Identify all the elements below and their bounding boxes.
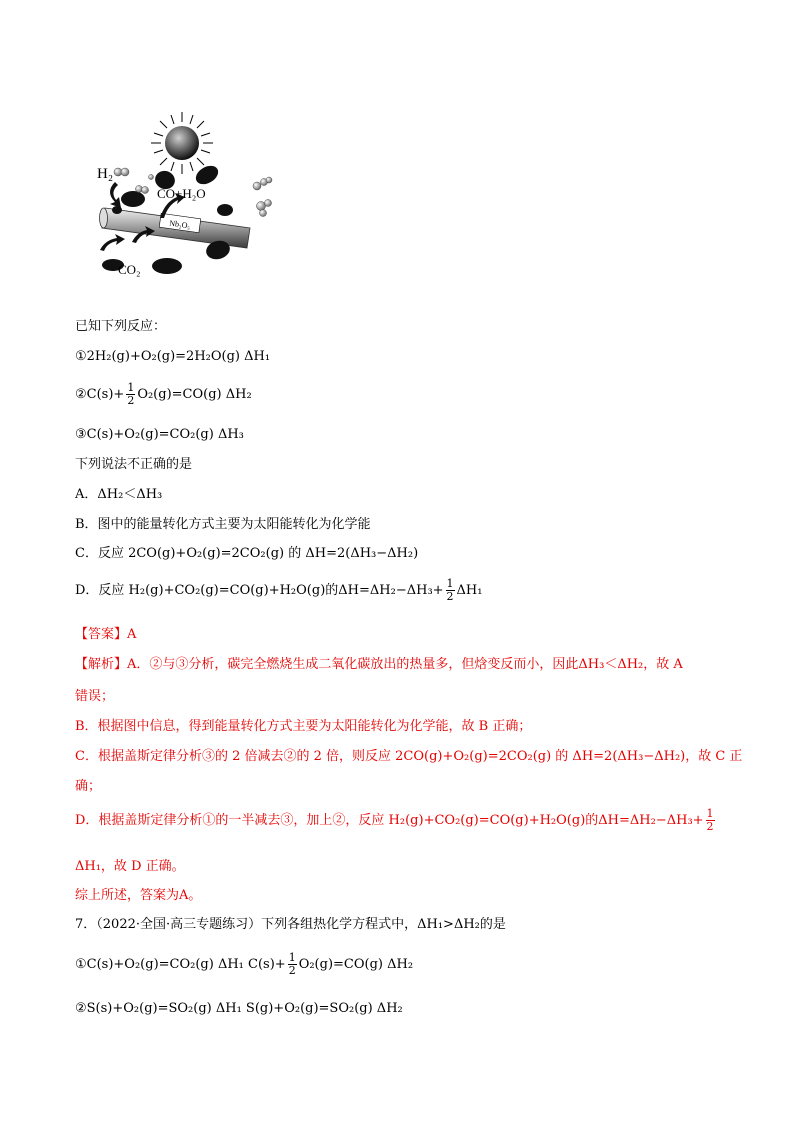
analysis-d-cont: ΔH₁，故 D 正确。 — [75, 859, 185, 874]
q7-equation-2: ②S(s)+O₂(g)=SO₂(g) ΔH₁ S(g)+O₂(g)=SO₂(g) ΔH₂ — [75, 1001, 403, 1016]
known-reactions-intro: 已知下列反应： — [75, 319, 167, 334]
fraction-half: $\frac{1}{2}$ — [706, 807, 714, 833]
photocatalysis-figure — [85, 110, 305, 285]
fraction-half: $\frac{1}{2}$ — [127, 381, 135, 407]
question-stem: 下列说法不正确的是 — [75, 457, 193, 472]
analysis-a-cont: 错误； — [75, 689, 115, 704]
analysis-b: B．根据图中信息，得到能量转化方式主要为太阳能转化为化学能，故 B 正确； — [75, 719, 532, 734]
co2-label: CO₂ — [118, 262, 141, 277]
catalyst-label: Nb₂O₅ — [168, 218, 191, 231]
answer-line: 【答案】A — [75, 627, 137, 642]
q7-eq1-post: O₂(g)=CO(g) ΔH₂ — [298, 957, 414, 972]
reaction-2-pre: ②C(s)+ — [75, 387, 125, 402]
analysis-d — [75, 808, 717, 833]
summary-line: 综上所述，答案为A。 — [75, 888, 202, 903]
option-d-post: ΔH₁ — [456, 583, 483, 598]
option-d-pre: D．反应 H₂(g)+CO₂(g)=CO(g)+H₂O(g)的ΔH=ΔH₂−ΔH₃+ — [75, 583, 444, 598]
fraction-half: $\frac{1}{2}$ — [446, 577, 454, 603]
analysis-a: 【解析】A．②与③分析，碳完全燃烧生成二氧化碳放出的热量多，但焓变反而小，因此ΔH₃＜ΔH₂，故 A — [75, 657, 683, 672]
reaction-2-post: O₂(g)=CO(g) ΔH₂ — [137, 387, 252, 402]
analysis-c-cont: 确； — [75, 779, 102, 794]
q7-equation-1 — [75, 952, 413, 977]
question-7-stem: 7．（2022·全国·高三专题练习）下列各组热化学方程式中，ΔH₁>ΔH₂的是 — [75, 917, 506, 932]
reaction-2 — [75, 382, 252, 407]
option-c: C．反应 2CO(g)+O₂(g)=2CO₂(g) 的 ΔH=2(ΔH₃−ΔH₂) — [75, 546, 419, 561]
reaction-1: ①2H₂(g)+O₂(g)=2H₂O(g) ΔH₁ — [75, 349, 271, 364]
reaction-3: ③C(s)+O₂(g)=CO₂(g) ΔH₃ — [75, 427, 244, 442]
h2-label: H₂ — [97, 166, 114, 182]
option-b: B．图中的能量转化方式主要为太阳能转化为化学能 — [75, 517, 371, 532]
sun-icon — [151, 112, 213, 174]
analysis-d-pre: D．根据盖斯定律分析①的一半减去③，加上②，反应 H₂(g)+CO₂(g)=CO(g)+H₂O(g)的ΔH=ΔH₂−ΔH₃+ — [75, 813, 704, 828]
q7-eq1-pre: ①C(s)+O₂(g)=CO₂(g) ΔH₁ C(s)+ — [75, 957, 286, 972]
products-label: CO+H₂O — [157, 186, 206, 201]
option-a: A．ΔH₂＜ΔH₃ — [75, 487, 163, 502]
fraction-half: $\frac{1}{2}$ — [288, 951, 296, 977]
analysis-c: C．根据盖斯定律分析③的 2 倍减去②的 2 倍，则反应 2CO(g)+O₂(g)=2CO₂(g) 的 ΔH=2(ΔH₃−ΔH₂)，故 C 正 — [75, 749, 743, 764]
option-d — [75, 578, 482, 603]
